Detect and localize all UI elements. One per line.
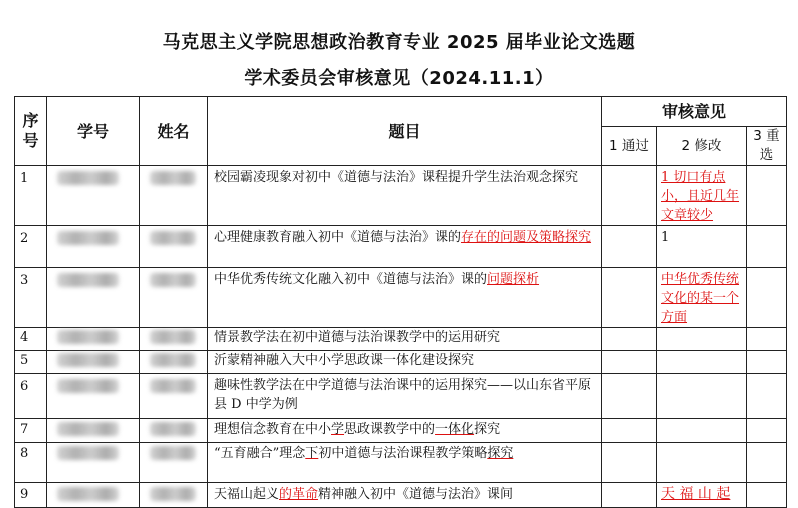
row-topic xyxy=(208,443,602,483)
student-name-redacted xyxy=(140,166,208,226)
header-topic: 题目 xyxy=(208,97,602,166)
header-review: 审核意见 xyxy=(602,97,787,127)
opinion-redo xyxy=(747,374,787,419)
topic-marked-text: 探究 xyxy=(487,446,514,461)
opinion-revise xyxy=(657,419,747,443)
topic-text: 心理健康教育融入初中《道德与法治》课的 xyxy=(214,230,462,245)
opinion-revise: 中华优秀传统文化的某一个方面 xyxy=(657,268,747,328)
table-row xyxy=(15,374,787,419)
student-id-redacted xyxy=(47,483,140,508)
student-id-redacted xyxy=(47,419,140,443)
student-id-redacted xyxy=(47,166,140,226)
opinion-redo xyxy=(747,351,787,374)
header-index: 序号 xyxy=(15,97,47,166)
topic-marked-text: 的革命 xyxy=(279,487,319,502)
row-topic xyxy=(208,268,602,328)
row-index: 5 xyxy=(15,351,47,374)
table-row xyxy=(15,483,787,508)
row-index: 9 xyxy=(15,483,47,508)
student-name-redacted xyxy=(140,419,208,443)
topic-text: 中华优秀传统文化融入初中《道德与法治》课的 xyxy=(214,272,488,287)
student-name-redacted xyxy=(140,374,208,419)
opinion-redo xyxy=(747,443,787,483)
student-name-redacted xyxy=(140,268,208,328)
topic-text: 探究 xyxy=(474,422,501,437)
opinion-pass xyxy=(602,268,657,328)
review-table xyxy=(14,96,787,508)
opinion-revise xyxy=(657,351,747,374)
topic-marked-text: 下 xyxy=(305,446,319,461)
row-index: 6 xyxy=(15,374,47,419)
table-row xyxy=(15,351,787,374)
student-id-redacted xyxy=(47,328,140,351)
topic-text: 思政课教学中的 xyxy=(344,422,436,437)
opinion-redo xyxy=(747,268,787,328)
opinion-redo xyxy=(747,483,787,508)
table-row xyxy=(15,419,787,443)
opinion-redo xyxy=(747,226,787,268)
opinion-revise: 天 福 山 起 xyxy=(657,483,747,508)
opinion-pass xyxy=(602,166,657,226)
table-row xyxy=(15,166,787,226)
topic-marked-text: 学 xyxy=(331,422,345,437)
opinion-pass xyxy=(602,328,657,351)
document-title: 马克思主义学院思想政治教育专业 2025 届毕业论文选题 xyxy=(162,32,636,53)
topic-text: “五育融合”理念 xyxy=(214,446,306,461)
student-id-redacted xyxy=(47,443,140,483)
row-topic: 趣味性教学法在中学道德与法治课中的运用探究——以山东省平原县 D 中学为例 xyxy=(208,374,602,419)
row-topic xyxy=(208,483,602,508)
header-redo: 3 重选 xyxy=(747,127,787,166)
opinion-revise xyxy=(657,328,747,351)
opinion-revise: 1 切口有点小，且近几年文章较少 xyxy=(657,166,747,226)
row-index: 3 xyxy=(15,268,47,328)
row-index: 4 xyxy=(15,328,47,351)
opinion-pass xyxy=(602,443,657,483)
document-subtitle: 学术委员会审核意见（2024.11.1） xyxy=(244,68,554,89)
opinion-redo xyxy=(747,419,787,443)
opinion-pass xyxy=(602,419,657,443)
topic-marked-text: 一体化 xyxy=(435,422,475,437)
student-id-redacted xyxy=(47,268,140,328)
opinion-pass xyxy=(602,351,657,374)
student-id-redacted xyxy=(47,351,140,374)
topic-text: 天福山起义 xyxy=(214,487,280,502)
row-index: 7 xyxy=(15,419,47,443)
table-row xyxy=(15,328,787,351)
opinion-revise xyxy=(657,374,747,419)
opinion-revise: 1 xyxy=(657,226,747,268)
opinion-pass xyxy=(602,226,657,268)
topic-marked-text: 存在的问题及策略探究 xyxy=(461,230,592,245)
topic-text: 初中道德与法治课程教学策略 xyxy=(318,446,488,461)
table-row xyxy=(15,443,787,483)
row-index: 2 xyxy=(15,226,47,268)
opinion-pass xyxy=(602,374,657,419)
student-id-redacted xyxy=(47,226,140,268)
table-row xyxy=(15,226,787,268)
topic-text: 理想信念教育在中小 xyxy=(214,422,332,437)
opinion-redo xyxy=(747,166,787,226)
student-name-redacted xyxy=(140,443,208,483)
student-name-redacted xyxy=(140,351,208,374)
opinion-redo xyxy=(747,328,787,351)
header-name: 姓名 xyxy=(140,97,208,166)
student-name-redacted xyxy=(140,483,208,508)
header-pass: 1 通过 xyxy=(602,127,657,166)
row-index: 8 xyxy=(15,443,47,483)
student-id-redacted xyxy=(47,374,140,419)
header-revise: 2 修改 xyxy=(657,127,747,166)
row-topic xyxy=(208,226,602,268)
opinion-pass xyxy=(602,483,657,508)
row-topic: 校园霸凌现象对初中《道德与法治》课程提升学生法治观念探究 xyxy=(208,166,602,226)
student-name-redacted xyxy=(140,328,208,351)
table-row xyxy=(15,268,787,328)
opinion-revise xyxy=(657,443,747,483)
topic-text: 精神融入初中《道德与法治》课间 xyxy=(318,487,514,502)
row-topic: 沂蒙精神融入大中小学思政课一体化建设探究 xyxy=(208,351,602,374)
row-topic: 情景教学法在初中道德与法治课教学中的运用研究 xyxy=(208,328,602,351)
row-index: 1 xyxy=(15,166,47,226)
topic-marked-text: 问题探析 xyxy=(487,272,540,287)
row-topic xyxy=(208,419,602,443)
header-student-id: 学号 xyxy=(47,97,140,166)
student-name-redacted xyxy=(140,226,208,268)
